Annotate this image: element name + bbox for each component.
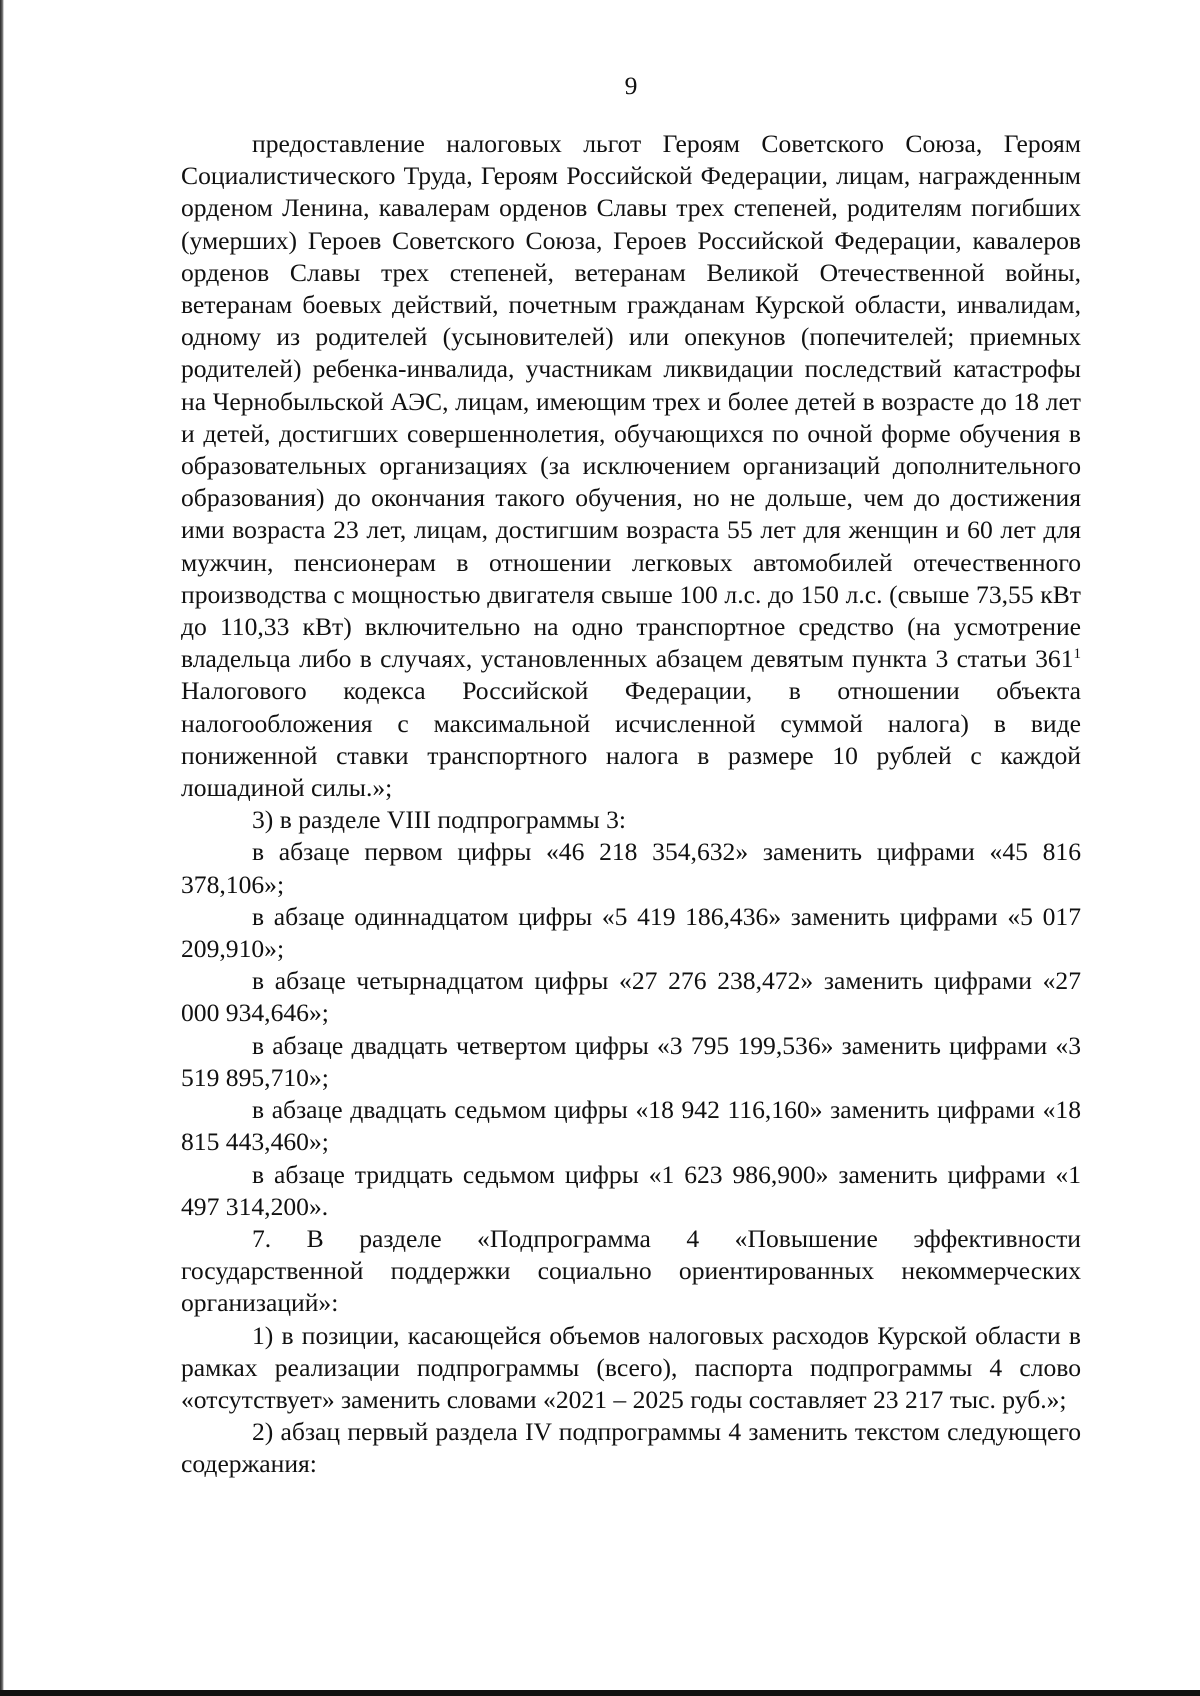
paragraph-text: предоставление налоговых льгот Героям Советского Союза, Героям Социалистического Труда, Героям Российской Федерации, лицам, награжденным орденом Ленина, кавалерам орденов Славы трех степеней, родителям погибших (умерших) Героев Советского Союза, Героев Российской Федерации, кавалеров орденов Славы трех степеней, ветеранам Великой Отечественной войны, ветеранам боевых действий, почетным гражданам Курской области, инвалидам, одному из родителей (усыновителей) или опекунов (попечителей; приемных родителей) ребенка-инвалида, участникам ликвидации последствий катастрофы на Чернобыльской АЭС, лицам, имеющим трех и более детей в возрасте до 18 лет и детей, достигших совершеннолетия, обучающихся по очной форме обучения в образовательных организациях (за исключением организаций дополнительного образования) до окончания такого обучения, но не дольше, чем до достижения ими возраста 23 лет, лицам, достигшим возраста 55 лет для женщин и 60 лет для мужчин, пенсионерам в отношении легковых автомобилей отечественного производства с мощностью двигателя свыше 100 л.с. до 150 л.с. (свыше 73,55 кВт до 110,33 кВт) включительно на одно транспортное средство (на усмотрение владельца либо в случаях, установленных абзацем девятым пункта 3 статьи 361 bbox=[181, 129, 1081, 674]
paragraph-tax-benefits bbox=[181, 128, 1081, 804]
paragraph-twenty-fourth-abzac: в абзаце двадцать четвертом цифры «3 795 199,536» заменить цифрами «3 519 895,710»; bbox=[181, 1030, 1081, 1092]
document-page bbox=[181, 70, 1081, 1481]
paragraph-fourteenth-abzac: в абзаце четырнадцатом цифры «27 276 238,472» заменить цифрами «27 000 934,646»; bbox=[181, 966, 1081, 1028]
paragraph-subprogram-4: 7. В разделе «Подпрограмма 4 «Повышение эффективности государственной поддержки социально ориентированных некоммерческих организаций»: bbox=[181, 1223, 1081, 1318]
paragraph-section-viii: 3) в разделе VIII подпрограммы 3: bbox=[252, 805, 626, 835]
paragraph-section-iv: 2) абзац первый раздела IV подпрограммы 4 заменить текстом следующего содержания: bbox=[181, 1417, 1081, 1479]
scan-edge-left bbox=[0, 0, 4, 1696]
scan-edge-bottom bbox=[0, 1690, 1200, 1696]
page-number: 9 bbox=[624, 71, 638, 100]
article-superscript: 1 bbox=[1073, 646, 1081, 663]
paragraph-eleventh-abzac: в абзаце одиннадцатом цифры «5 419 186,436» заменить цифрами «5 017 209,910»; bbox=[181, 901, 1081, 964]
paragraph-tax-expenses: 1) в позиции, касающейся объемов налоговых расходов Курской области в рамках реализации подпрограммы (всего), паспорта подпрограммы 4 слово «отсутствует» заменить словами «2021 – 2025 годы составляет 23 217 тыс. руб.»; bbox=[181, 1320, 1081, 1414]
paragraph-first-abzac: в абзаце первом цифры «46 218 354,632» заменить цифрами «45 816 378,106»; bbox=[181, 837, 1081, 899]
paragraph-thirty-seventh-abzac: в абзаце тридцать седьмом цифры «1 623 986,900» заменить цифрами «1 497 314,200». bbox=[181, 1159, 1081, 1221]
paragraph-text: Налогового кодекса Российской Федерации, в отношении объекта налогообложения с максимальной исчисленной суммой налога) в виде пониженной ставки транспортного налога в размере 10 рублей с каждой лошадиной силы.»; bbox=[181, 676, 1081, 803]
paragraph-twenty-seventh-abzac: в абзаце двадцать седьмом цифры «18 942 116,160» заменить цифрами «18 815 443,460»; bbox=[181, 1095, 1081, 1157]
